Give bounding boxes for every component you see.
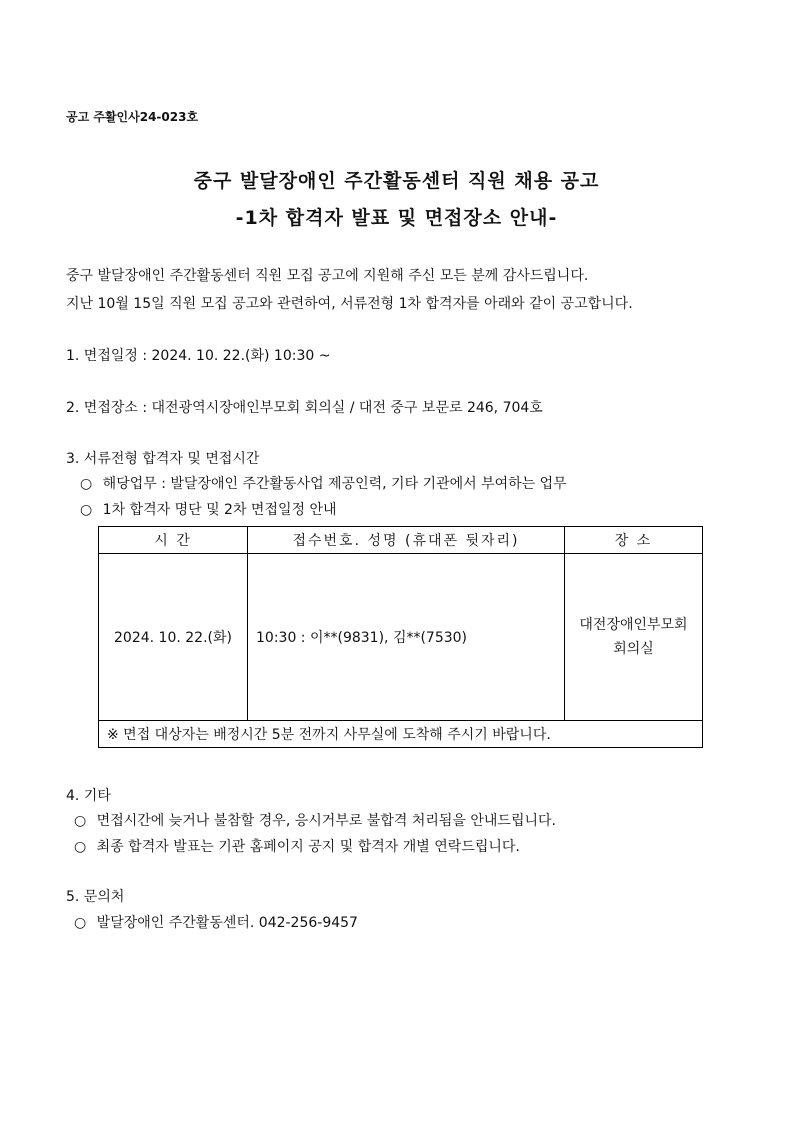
header-place: 장 소 — [565, 527, 703, 554]
place-line-2: 회의실 — [613, 641, 654, 657]
circle-bullet-icon: ○ — [74, 813, 87, 829]
section-contact-heading: 5. 문의처 — [66, 889, 125, 905]
place-line-1: 대전장애인부모회 — [579, 617, 688, 633]
cell-place — [565, 554, 703, 721]
cell-time: 2024. 10. 22.(화) — [99, 554, 248, 721]
cell-note: ※ 면접 대상자는 배정시간 5분 전까지 사무실에 도착해 주시기 바랍니다. — [99, 721, 703, 748]
cell-applicants: 10:30 : 이**(9831), 김**(7530) — [248, 554, 565, 721]
table-row — [99, 554, 703, 721]
circle-bullet-icon: ○ — [80, 476, 93, 492]
section-applicants-heading: 3. 서류전형 합격자 및 면접시간 — [66, 451, 260, 467]
schedule-table — [98, 526, 703, 748]
bullet-item — [80, 499, 337, 519]
section-interview-schedule: 1. 면접일정 : 2024. 10. 22.(화) 10:30 ~ — [66, 348, 331, 364]
circle-bullet-icon: ○ — [74, 915, 87, 931]
circle-bullet-icon: ○ — [80, 502, 93, 518]
document-title: 중구 발달장애인 주간활동센터 직원 채용 공고 — [193, 170, 600, 192]
table-header-row — [99, 527, 703, 554]
bullet-item — [74, 810, 556, 830]
circle-bullet-icon: ○ — [74, 839, 87, 855]
bullet-text: 최종 합격자 발표는 기관 홈페이지 공지 및 합격자 개별 연락드립니다. — [96, 839, 520, 855]
document-subtitle: -1차 합격자 발표 및 면접장소 안내- — [235, 207, 558, 229]
section-other-heading: 4. 기타 — [66, 788, 111, 804]
bullet-item — [80, 473, 567, 493]
section-interview-location: 2. 면접장소 : 대전광역시장애인부모회 회의실 / 대전 중구 보문로 246, 704호 — [66, 400, 543, 416]
contact-text: 발달장애인 주간활동센터. 042-256-9457 — [96, 915, 358, 931]
intro-line-2: 지난 10월 15일 직원 모집 공고와 관련하여, 서류전형 1차 합격자를 아래와 같이 공고합니다. — [66, 296, 633, 312]
notice-number: 공고 주활인사24-023호 — [66, 110, 199, 124]
bullet-text: 해당업무 : 발달장애인 주간활동사업 제공인력, 기타 기관에서 부여하는 업무 — [102, 476, 567, 492]
bullet-item — [74, 912, 358, 932]
bullet-text: 면접시간에 늦거나 불참할 경우, 응시거부로 불합격 처리됨을 안내드립니다. — [96, 813, 556, 829]
bullet-item — [74, 836, 520, 856]
table-note-row — [99, 721, 703, 748]
header-time: 시 간 — [99, 527, 248, 554]
bullet-text: 1차 합격자 명단 및 2차 면접일정 안내 — [102, 502, 337, 518]
header-applicants: 접수번호. 성명 (휴대폰 뒷자리) — [248, 527, 565, 554]
intro-line-1: 중구 발달장애인 주간활동센터 직원 모집 공고에 지원해 주신 모든 분께 감사드립니다. — [66, 268, 589, 284]
